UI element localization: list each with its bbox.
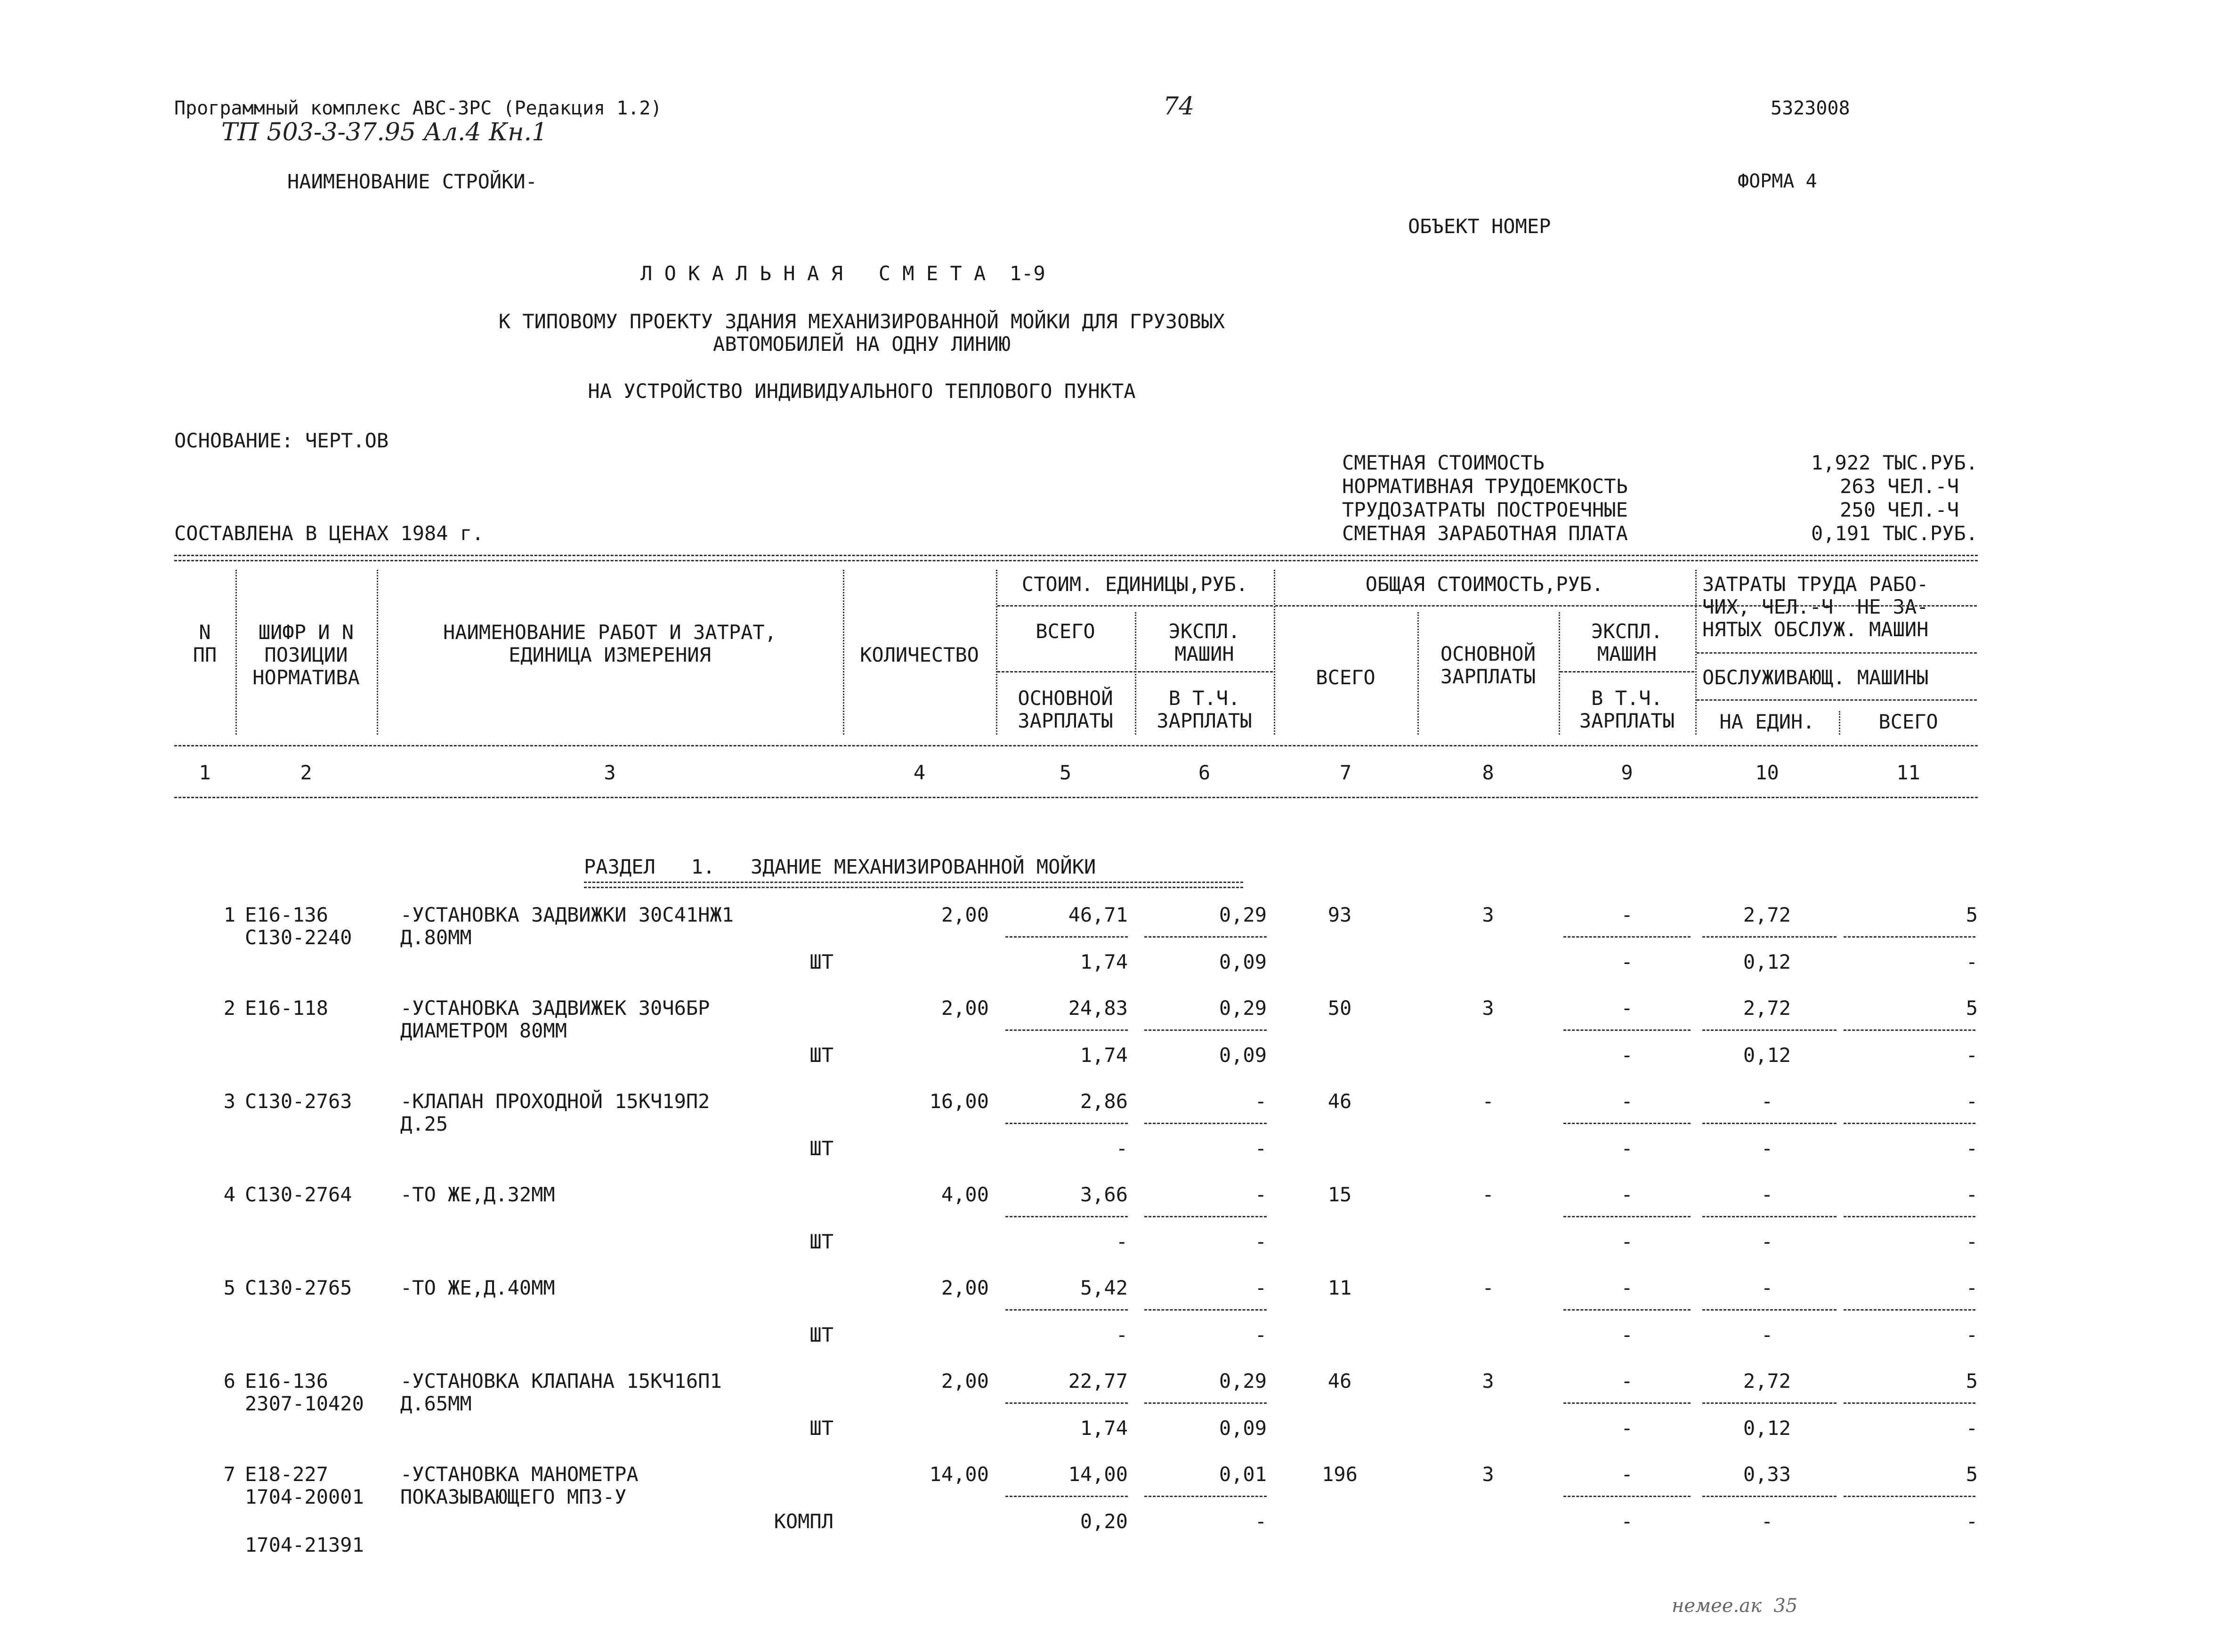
summary-label: ТРУДОЗАТРАТЫ ПОСТРОЕЧНЫЕ bbox=[1342, 498, 1628, 521]
cell-unit-cost-machines: - bbox=[1254, 1090, 1267, 1113]
cell-name: -УСТАНОВКА МАНОМЕТРА bbox=[400, 1463, 639, 1486]
cell-divider-rule bbox=[1563, 1216, 1691, 1217]
cell-total-machines: - bbox=[1621, 903, 1633, 926]
cell-total-machine-wages: - bbox=[1621, 1510, 1633, 1533]
cell-total-machines: - bbox=[1621, 1276, 1633, 1299]
summary-value: 263 ЧЕЛ.-Ч bbox=[1840, 475, 1959, 498]
cell-code: Е16-118 bbox=[245, 996, 329, 1020]
cell-total-cost: 46 bbox=[1327, 1369, 1352, 1393]
cell-divider-rule bbox=[1844, 1123, 1975, 1124]
cell-unit-cost-machine-wages: 0,09 bbox=[1219, 1044, 1267, 1067]
cell-total-wages: 3 bbox=[1482, 1369, 1494, 1393]
header-inner-rule bbox=[997, 671, 1273, 672]
header-col-6-top: МАШИН bbox=[1174, 642, 1234, 665]
cell-unit-cost-total: 5,42 bbox=[1080, 1276, 1128, 1299]
header-col-code: НОРМАТИВА bbox=[252, 666, 360, 689]
cell-labor-per-unit: - bbox=[1761, 1090, 1773, 1113]
header-col-10: НА ЕДИН. bbox=[1719, 710, 1815, 733]
cell-name-secondary: ДИАМЕТРОМ 80ММ bbox=[400, 1019, 567, 1042]
cell-labor-total-machines: - bbox=[1966, 1230, 1978, 1253]
cell-unit-cost-total: 2,86 bbox=[1080, 1090, 1128, 1113]
section-heading: РАЗДЕЛ 1. ЗДАНИЕ МЕХАНИЗИРОВАННОЙ МОЙКИ bbox=[584, 855, 1096, 878]
cell-total-cost: 46 bbox=[1327, 1090, 1352, 1113]
cell-divider-rule bbox=[1005, 1309, 1128, 1311]
header-col-5-bottom: ОСНОВНОЙ bbox=[1018, 687, 1113, 710]
numbers-bottom-rule bbox=[174, 797, 1978, 798]
header-col-8: ЗАРПЛАТЫ bbox=[1440, 665, 1536, 688]
cell-divider-rule bbox=[1702, 1402, 1837, 1404]
cell-code: Е18-227 bbox=[245, 1463, 329, 1486]
header-col-9-top: ЭКСПЛ. bbox=[1591, 620, 1663, 643]
column-divider bbox=[996, 570, 997, 735]
cell-labor-per-unit-machines: 0,12 bbox=[1743, 1044, 1791, 1067]
header-col-8: ОСНОВНОЙ bbox=[1440, 642, 1536, 665]
cell-unit-cost-machine-wages: - bbox=[1254, 1323, 1267, 1346]
cell-labor-per-unit: 2,72 bbox=[1743, 996, 1791, 1020]
cell-divider-rule bbox=[1005, 1496, 1128, 1497]
cell-name-secondary: Д.65ММ bbox=[400, 1392, 472, 1415]
cell-divider-rule bbox=[1844, 1216, 1975, 1217]
cell-divider-rule bbox=[1563, 1309, 1691, 1311]
cell-unit-cost-total: 22,77 bbox=[1068, 1369, 1128, 1393]
cell-total-machine-wages: - bbox=[1621, 950, 1633, 973]
cell-total-wages: 3 bbox=[1482, 996, 1494, 1020]
summary-label: НОРМАТИВНАЯ ТРУДОЕМКОСТЬ bbox=[1342, 475, 1628, 498]
cell-code: Е16-136 bbox=[245, 1369, 329, 1393]
cell-total-machine-wages: - bbox=[1621, 1044, 1633, 1067]
summary-label: СМЕТНАЯ СТОИМОСТЬ bbox=[1342, 451, 1545, 474]
header-col-9-bottom: ЗАРПЛАТЫ bbox=[1579, 709, 1675, 732]
cell-labor-total-machines: - bbox=[1966, 1510, 1978, 1533]
cell-code: С130-2763 bbox=[245, 1090, 352, 1113]
cell-total-wages: - bbox=[1482, 1183, 1494, 1206]
cell-unit-cost-wages: 1,74 bbox=[1080, 1044, 1128, 1067]
cell-unit-cost-total: 14,00 bbox=[1068, 1463, 1128, 1486]
column-number: 1 bbox=[199, 761, 211, 784]
cell-labor-total-machines: - bbox=[1966, 1417, 1978, 1440]
cell-labor-total: 5 bbox=[1966, 903, 1978, 926]
cell-name: -ТО ЖЕ,Д.32ММ bbox=[400, 1183, 555, 1206]
cell-unit-cost-wages: 1,74 bbox=[1080, 1417, 1128, 1440]
cell-total-cost: 50 bbox=[1327, 996, 1352, 1020]
cell-divider-rule bbox=[1563, 1402, 1691, 1404]
section-underline bbox=[584, 882, 1243, 888]
header-labor-sub: ОБСЛУЖИВАЮЩ. МАШИНЫ bbox=[1702, 666, 1929, 689]
cell-quantity: 14,00 bbox=[929, 1463, 989, 1486]
column-number: 7 bbox=[1339, 761, 1352, 784]
cell-unit: ШТ bbox=[809, 1323, 833, 1346]
document-code: 5323008 bbox=[1771, 97, 1850, 119]
cell-quantity: 4,00 bbox=[941, 1183, 989, 1206]
cell-unit-cost-machine-wages: - bbox=[1254, 1137, 1267, 1160]
cell-labor-per-unit: 2,72 bbox=[1743, 903, 1791, 926]
cell-number: 2 bbox=[223, 996, 235, 1020]
cell-labor-total-machines: - bbox=[1966, 950, 1978, 973]
cell-labor-total-machines: - bbox=[1966, 1044, 1978, 1067]
cell-total-cost: 93 bbox=[1327, 903, 1352, 926]
cell-unit-cost-machine-wages: - bbox=[1254, 1230, 1267, 1253]
cell-total-machines: - bbox=[1621, 996, 1633, 1020]
cell-unit-cost-wages: - bbox=[1116, 1323, 1128, 1346]
cell-code: С130-2764 bbox=[245, 1183, 352, 1206]
object-label: ОБЪЕКТ НОМЕР bbox=[1408, 215, 1551, 238]
column-number: 2 bbox=[300, 761, 312, 784]
cell-unit-cost-machines: 0,29 bbox=[1219, 996, 1267, 1020]
cell-code: С130-2765 bbox=[245, 1276, 352, 1299]
cell-unit-cost-machines: - bbox=[1254, 1276, 1267, 1299]
cell-total-machine-wages: - bbox=[1621, 1137, 1633, 1160]
cell-divider-rule bbox=[1005, 1029, 1128, 1031]
cell-unit-cost-total: 46,71 bbox=[1068, 903, 1128, 926]
program-label: Программный комплекс АВС-3РС (Редакция 1.2) bbox=[174, 97, 662, 119]
column-number: 4 bbox=[913, 761, 926, 784]
header-col-5-top: ВСЕГО bbox=[1036, 620, 1095, 643]
cell-total-machines: - bbox=[1621, 1463, 1633, 1486]
cell-labor-total: 5 bbox=[1966, 1369, 1978, 1393]
cell-total-cost: 11 bbox=[1327, 1276, 1352, 1299]
title-line-1: К ТИПОВОМУ ПРОЕКТУ ЗДАНИЯ МЕХАНИЗИРОВАННОЙ МОЙКИ ДЛЯ ГРУЗОВЫХ bbox=[498, 310, 1225, 333]
cell-quantity: 2,00 bbox=[941, 996, 989, 1020]
cell-divider-rule bbox=[1844, 1029, 1975, 1031]
cell-number: 4 bbox=[223, 1183, 235, 1206]
estimate-title: Л О К А Л Ь Н А Я С М Е Т А 1-9 bbox=[640, 262, 1045, 285]
cell-labor-per-unit: 0,33 bbox=[1743, 1463, 1791, 1486]
cell-labor-per-unit-machines: - bbox=[1761, 1323, 1773, 1346]
cell-total-wages: 3 bbox=[1482, 1463, 1494, 1486]
cell-divider-rule bbox=[1702, 1496, 1837, 1497]
header-col-9-top: МАШИН bbox=[1597, 642, 1657, 665]
cell-divider-rule bbox=[1702, 936, 1837, 938]
cell-labor-total: - bbox=[1966, 1090, 1978, 1113]
cell-labor-total: 5 bbox=[1966, 996, 1978, 1020]
cell-labor-total: - bbox=[1966, 1276, 1978, 1299]
cell-unit: ШТ bbox=[809, 1044, 833, 1067]
cell-labor-total-machines: - bbox=[1966, 1137, 1978, 1160]
cell-labor-per-unit: - bbox=[1761, 1276, 1773, 1299]
cell-total-machines: - bbox=[1621, 1369, 1633, 1393]
cell-divider-rule bbox=[1144, 1496, 1267, 1497]
cell-divider-rule bbox=[1005, 1123, 1128, 1124]
header-top-rule bbox=[174, 555, 1978, 561]
footer-note: немее.ак 35 bbox=[1672, 1595, 1798, 1617]
cell-name: -ТО ЖЕ,Д.40ММ bbox=[400, 1276, 555, 1299]
cell-unit-cost-machines: 0,01 bbox=[1219, 1463, 1267, 1486]
header-col-code: ШИФР И N bbox=[258, 621, 354, 644]
cell-labor-per-unit: 2,72 bbox=[1743, 1369, 1791, 1393]
cell-number: 5 bbox=[223, 1276, 235, 1299]
construction-label: НАИМЕНОВАНИЕ СТРОЙКИ- bbox=[287, 170, 538, 193]
cell-total-machine-wages: - bbox=[1621, 1417, 1633, 1440]
cell-quantity: 2,00 bbox=[941, 1276, 989, 1299]
header-col-5-bottom: ЗАРПЛАТЫ bbox=[1018, 709, 1113, 732]
summary-label: СМЕТНАЯ ЗАРАБОТНАЯ ПЛАТА bbox=[1342, 522, 1628, 545]
cell-divider-rule bbox=[1702, 1123, 1837, 1124]
column-number: 9 bbox=[1621, 761, 1633, 784]
cell-unit-cost-machine-wages: - bbox=[1254, 1510, 1267, 1533]
cell-divider-rule bbox=[1702, 1216, 1837, 1217]
cell-total-wages: - bbox=[1482, 1090, 1494, 1113]
header-labor: НЯТЫХ ОБСЛУЖ. МАШИН bbox=[1702, 618, 1929, 641]
cell-labor-per-unit-machines: - bbox=[1761, 1137, 1773, 1160]
cell-unit-cost-machine-wages: 0,09 bbox=[1219, 950, 1267, 973]
cell-unit: ШТ bbox=[809, 1137, 833, 1160]
column-number: 6 bbox=[1198, 761, 1211, 784]
cell-unit-cost-machine-wages: 0,09 bbox=[1219, 1417, 1267, 1440]
cell-code-secondary: С130-2240 bbox=[245, 926, 352, 949]
cell-divider-rule bbox=[1702, 1029, 1837, 1031]
cell-labor-per-unit: - bbox=[1761, 1183, 1773, 1206]
header-labor: ЗАТРАТЫ ТРУДА РАБО- bbox=[1702, 573, 1929, 596]
cell-divider-rule bbox=[1144, 1216, 1267, 1217]
cell-code-secondary: 1704-20001 bbox=[245, 1485, 364, 1508]
cell-name-secondary: Д.25 bbox=[400, 1112, 448, 1135]
cell-unit-cost-total: 3,66 bbox=[1080, 1183, 1128, 1206]
cell-unit: КОМПЛ bbox=[774, 1510, 833, 1533]
cell-total-machine-wages: - bbox=[1621, 1323, 1633, 1346]
header-col-name: НАИМЕНОВАНИЕ РАБОТ И ЗАТРАТ, bbox=[443, 621, 777, 644]
cell-divider-rule bbox=[1563, 1029, 1691, 1031]
header-col-6-top: ЭКСПЛ. bbox=[1168, 620, 1240, 643]
cell-divider-rule bbox=[1144, 1029, 1267, 1031]
cell-total-wages: 3 bbox=[1482, 903, 1494, 926]
header-unit-cost: СТОИМ. ЕДИНИЦЫ,РУБ. bbox=[1021, 573, 1248, 596]
cell-total-cost: 196 bbox=[1322, 1463, 1358, 1486]
cell-name-secondary: Д.80ММ bbox=[400, 926, 472, 949]
header-bottom-rule bbox=[174, 745, 1978, 746]
cell-unit-cost-wages: 0,20 bbox=[1080, 1510, 1128, 1533]
cell-unit: ШТ bbox=[809, 1417, 833, 1440]
title-line-2: АВТОМОБИЛЕЙ НА ОДНУ ЛИНИЮ bbox=[712, 332, 1011, 356]
cell-divider-rule bbox=[1563, 1496, 1691, 1497]
cell-divider-rule bbox=[1144, 1402, 1267, 1404]
header-inner-rule bbox=[1560, 671, 1694, 672]
cell-divider-rule bbox=[1844, 1309, 1975, 1311]
cell-divider-rule bbox=[1144, 936, 1267, 938]
title-line-3: НА УСТРОЙСТВО ИНДИВИДУАЛЬНОГО ТЕПЛОВОГО ПУНКТА bbox=[588, 380, 1136, 403]
cell-unit-cost-wages: 1,74 bbox=[1080, 950, 1128, 973]
header-col-number: N bbox=[199, 621, 211, 644]
header-total-cost: ОБЩАЯ СТОИМОСТЬ,РУБ. bbox=[1365, 573, 1604, 596]
cell-divider-rule bbox=[1005, 1402, 1128, 1404]
cell-unit-cost-machines: - bbox=[1254, 1183, 1267, 1206]
cell-quantity: 16,00 bbox=[929, 1090, 989, 1113]
column-number: 5 bbox=[1059, 761, 1072, 784]
cell-total-machine-wages: - bbox=[1621, 1230, 1633, 1253]
cell-labor-total: - bbox=[1966, 1183, 1978, 1206]
cell-labor-per-unit-machines: - bbox=[1761, 1510, 1773, 1533]
column-number: 8 bbox=[1482, 761, 1494, 784]
cell-divider-rule bbox=[1844, 1496, 1975, 1497]
cell-number: 1 bbox=[223, 903, 235, 926]
prices-label: СОСТАВЛЕНА В ЦЕНАХ 1984 г. bbox=[174, 522, 484, 545]
cell-total-machines: - bbox=[1621, 1090, 1633, 1113]
header-col-name: ЕДИНИЦА ИЗМЕРЕНИЯ bbox=[509, 643, 711, 666]
cell-labor-per-unit-machines: - bbox=[1761, 1230, 1773, 1253]
header-labor: ЧИХ, ЧЕЛ.-Ч НЕ ЗА- bbox=[1702, 595, 1929, 618]
cell-number: 7 bbox=[223, 1463, 235, 1486]
header-col-7: ВСЕГО bbox=[1316, 666, 1375, 689]
cell-divider-rule bbox=[1005, 1216, 1128, 1217]
summary-value: 0,191 ТЫС.РУБ. bbox=[1811, 522, 1978, 545]
header-col-6-bottom: В Т.Ч. bbox=[1168, 687, 1240, 710]
cell-divider-rule bbox=[1563, 1123, 1691, 1124]
page-number: 74 bbox=[1163, 92, 1195, 121]
column-divider bbox=[1274, 570, 1275, 735]
cell-quantity: 2,00 bbox=[941, 1369, 989, 1393]
summary-value: 1,922 ТЫС.РУБ. bbox=[1811, 451, 1978, 474]
cell-divider-rule bbox=[1702, 1309, 1837, 1311]
header-inner-rule bbox=[997, 605, 1273, 607]
cell-code-secondary: 2307-10420 bbox=[245, 1392, 364, 1415]
header-col-11: ВСЕГО bbox=[1878, 710, 1938, 733]
cell-total-machines: - bbox=[1621, 1183, 1633, 1206]
cell-unit-cost-machines: 0,29 bbox=[1219, 1369, 1267, 1393]
cell-divider-rule bbox=[1844, 1402, 1975, 1404]
cell-labor-total: 5 bbox=[1966, 1463, 1978, 1486]
header-col-code: ПОЗИЦИИ bbox=[264, 643, 348, 666]
cell-divider-rule bbox=[1005, 936, 1128, 938]
cell-unit-cost-wages: - bbox=[1116, 1137, 1128, 1160]
cell-name: -УСТАНОВКА ЗАДВИЖЕК 30Ч6БР bbox=[400, 996, 710, 1020]
header-col-6-bottom: ЗАРПЛАТЫ bbox=[1157, 709, 1252, 732]
cell-divider-rule bbox=[1844, 936, 1975, 938]
cell-unit: ШТ bbox=[809, 1230, 833, 1253]
summary-value: 250 ЧЕЛ.-Ч bbox=[1840, 498, 1959, 521]
header-col-number: ПП bbox=[193, 643, 217, 666]
cell-name: -КЛАПАН ПРОХОДНОЙ 15КЧ19П2 bbox=[400, 1090, 710, 1113]
column-number: 11 bbox=[1896, 761, 1920, 784]
cell-name: -УСТАНОВКА КЛАПАНА 15КЧ16П1 bbox=[400, 1369, 722, 1393]
cell-name-secondary: ПОКАЗЫВАЮЩЕГО МП3-У bbox=[400, 1485, 627, 1508]
header-col-quantity: КОЛИЧЕСТВО bbox=[860, 643, 979, 666]
cell-number: 6 bbox=[223, 1369, 235, 1393]
cell-number: 3 bbox=[223, 1090, 235, 1113]
cell-divider-rule bbox=[1144, 1309, 1267, 1311]
cell-unit-cost-machines: 0,29 bbox=[1219, 903, 1267, 926]
cell-unit-cost-wages: - bbox=[1116, 1230, 1128, 1253]
cell-divider-rule bbox=[1563, 936, 1691, 938]
handwritten-reference: ТП 503-3-37.95 Ал.4 Кн.1 bbox=[221, 118, 548, 146]
cell-labor-per-unit-machines: 0,12 bbox=[1743, 950, 1791, 973]
column-number: 3 bbox=[604, 761, 616, 784]
header-inner-rule bbox=[1697, 652, 1977, 654]
cell-total-cost: 15 bbox=[1327, 1183, 1352, 1206]
header-inner-rule bbox=[1697, 699, 1977, 701]
cell-labor-total-machines: - bbox=[1966, 1323, 1978, 1346]
form-label: ФОРМА 4 bbox=[1738, 170, 1817, 192]
cell-divider-rule bbox=[1144, 1123, 1267, 1124]
cell-unit: ШТ bbox=[809, 950, 833, 973]
column-number: 10 bbox=[1755, 761, 1779, 784]
header-col-9-bottom: В Т.Ч. bbox=[1591, 687, 1663, 710]
cell-total-wages: - bbox=[1482, 1276, 1494, 1299]
basis-label: ОСНОВАНИЕ: ЧЕРТ.ОВ bbox=[174, 429, 389, 452]
cell-labor-per-unit-machines: 0,12 bbox=[1743, 1417, 1791, 1440]
cell-quantity: 2,00 bbox=[941, 903, 989, 926]
cell-code-tertiary: 1704-21391 bbox=[245, 1533, 364, 1556]
cell-name: -УСТАНОВКА ЗАДВИЖКИ 30С41НЖ1 bbox=[400, 903, 734, 926]
cell-unit-cost-total: 24,83 bbox=[1068, 996, 1128, 1020]
cell-code: Е16-136 bbox=[245, 903, 329, 926]
